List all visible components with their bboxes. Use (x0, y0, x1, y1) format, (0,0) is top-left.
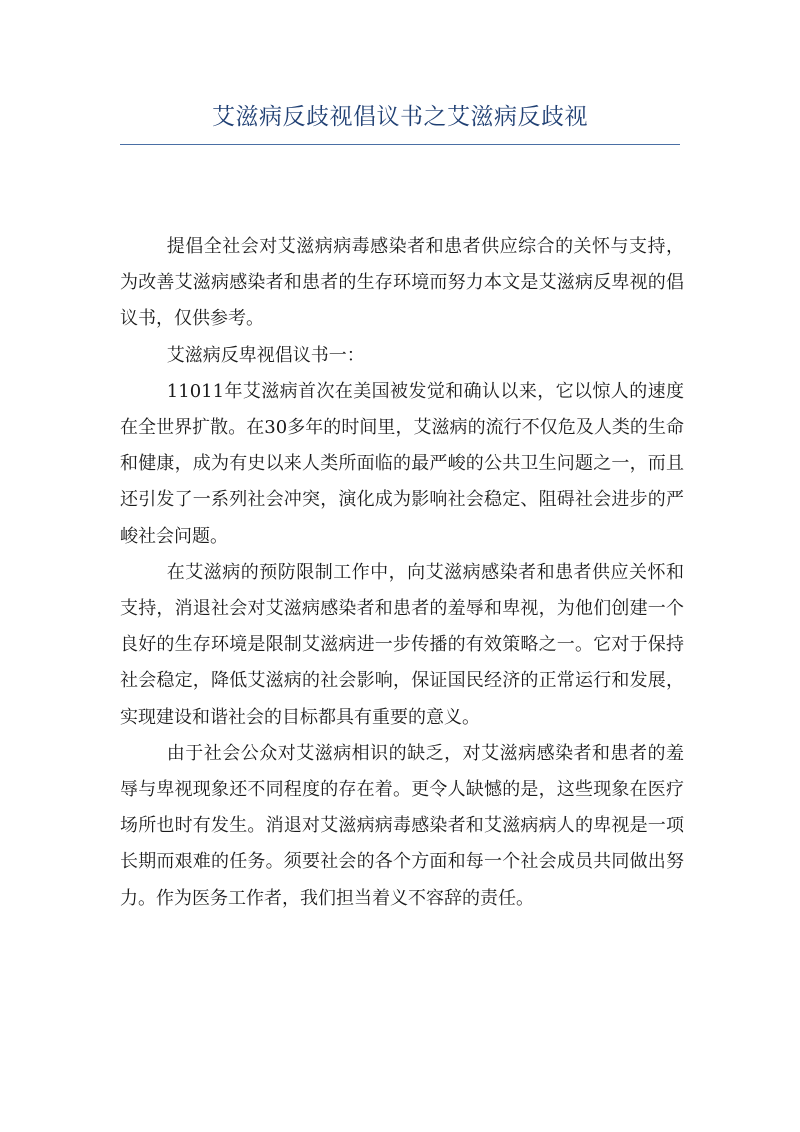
document-title: 艾滋病反歧视倡议书之艾滋病反歧视 (212, 104, 588, 130)
paragraph-history: 11011年艾滋病首次在美国被发觉和确认以来，它以惊人的速度在全世界扩散。在30多年的时间里，艾滋病的流行不仅危及人类的生命和健康，成为有史以来人类所面临的最严峻的公共卫生问题之一，而且还引发了一系列社会冲突，演化成为影响社会稳定、阻碍社会进步的严峻社会问题。 (120, 380, 684, 547)
paragraph-discrimination: 由于社会公众对艾滋病相识的缺乏，对艾滋病感染者和患者的羞辱与卑视现象还不同程度的存在着。更令人缺憾的是，这些现象在医疗场所也时有发生。消退对艾滋病病毒感染者和艾滋病病人的卑视是一项长期而艰难的任务。须要社会的各个方面和每一个社会成员共同做出努力。作为医务工作者，我们担当着义不容辞的责任。 (120, 742, 684, 909)
paragraph-subheading: 艾滋病反卑视倡议书一： (166, 344, 365, 366)
title-underline (120, 144, 680, 145)
document-body (120, 229, 684, 917)
paragraph-intro: 提倡全社会对艾滋病病毒感染者和患者供应综合的关怀与支持，为改善艾滋病感染者和患者的生存环境而努力本文是艾滋病反卑视的倡议书，仅供参考。 (120, 236, 684, 330)
paragraph-care-support: 在艾滋病的预防限制工作中，向艾滋病感染者和患者供应关怀和支持，消退社会对艾滋病感染者和患者的羞辱和卑视，为他们创建一个良好的生存环境是限制艾滋病进一步传播的有效策略之一。它对于保持社会稳定，降低艾滋病的社会影响，保证国民经济的正常运行和发展，实现建设和谐社会的目标都具有重要的意义。 (120, 561, 684, 728)
